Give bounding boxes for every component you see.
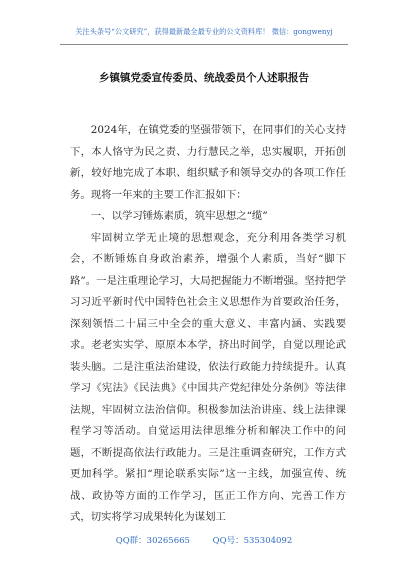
- footer-qq-group: QQ群：30265665: [115, 536, 190, 546]
- intro-paragraph: 2024年，在镇党委的坚强带领下，在同事们的关心支持下，本人恪守为民之责、力行慧民之举，忠实履职，开拓创新，较好地完成了本职、组织赋予和领导交办的各项工作任务。现将一年来的主要工作汇报如下：: [70, 124, 346, 201]
- section-heading: 一、以学习锤炼素质，筑牢思想之“缆”: [90, 210, 268, 222]
- header-divider: [60, 44, 348, 45]
- footer-qq-number: QQ号：535304092: [212, 536, 293, 546]
- header-notice: 关注头条号“公文研究”，获得最新最全最专业的公文资料库！ 微信：gongwenyj: [75, 27, 333, 36]
- body-paragraph: 牢固树立学无止境的思想观念，充分利用各类学习机会，不断锤炼自身政治素养，增强个人素质，当好“脚下路”。一是注重理论学习，大局把握能力不断增强。坚持把学习习近平新时代中国特色社会主义思想作为首要政治任务，深刻领悟二十届三中全会的重大意义、丰富内涵、实践要求。老老实实学、原原本本学，挤出时间学，自觉以理论武装头脑。二是注重法治建设，依法行政能力持续提升。认真学习《宪法》《民法典》《中国共产党纪律处分条例》等法律法规，牢固树立法治信仰。积极参加法治讲座、线上法律课程学习等活动。自觉运用法律思维分析和解决工作中的问题，不断提高依法行政能力。三是注重调查研究，工作方式更加科学。紧扣“理论联系实际”这一主线，加强宣传、统战、政协等方面的工作学习，匡正工作方向、完善工作方式，切实将学习成果转化为谋划工: [70, 231, 346, 523]
- document-title: 乡镇镇党委宣传委员、统战委员个人述职报告: [99, 72, 309, 84]
- footer-contacts: [0, 534, 408, 546]
- document-body: [70, 120, 346, 529]
